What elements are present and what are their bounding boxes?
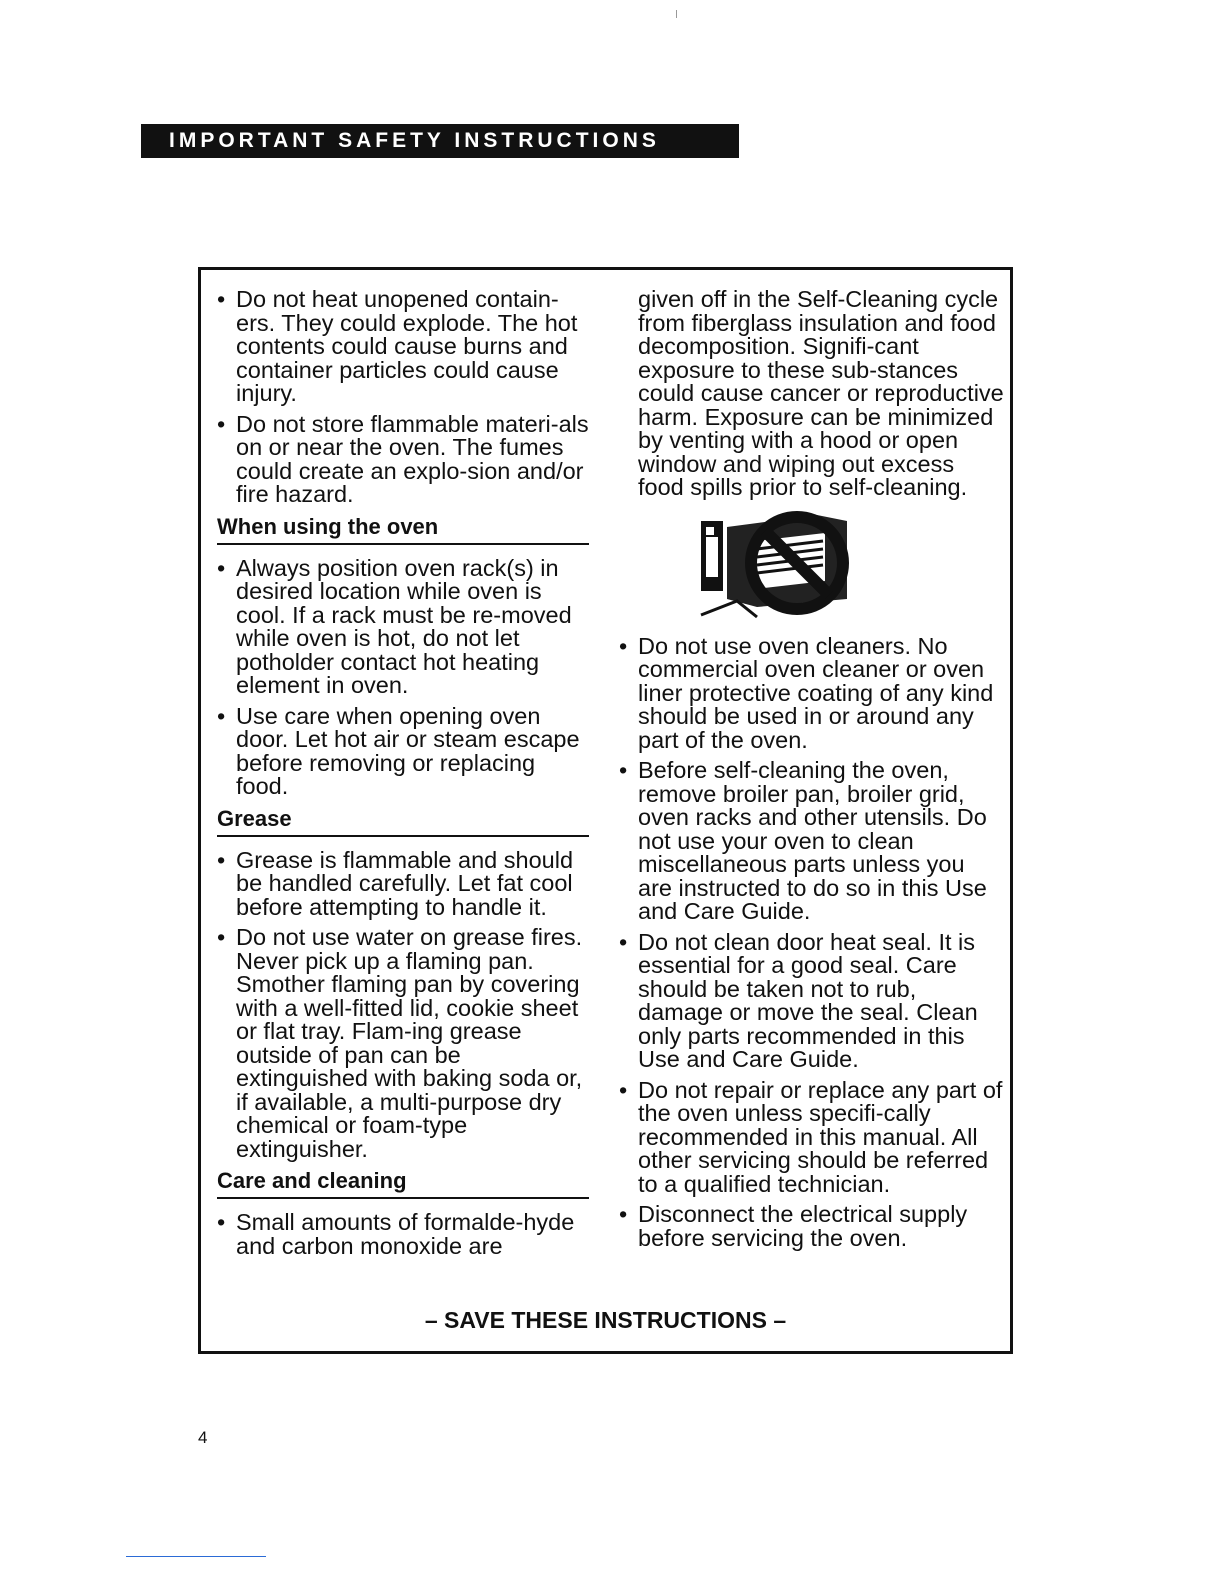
section-heading-using-oven: When using the oven (217, 514, 589, 545)
bullet-grease-flammable: • Grease is flammable and should be handled carefully. Let fat cool before attempting to handle it. (217, 849, 589, 920)
bottom-rule (126, 1556, 266, 1557)
bullet-opening-door: • Use care when opening oven door. Let hot air or steam escape before removing or replacing food. (217, 705, 589, 799)
section-heading-care-cleaning: Care and cleaning (217, 1168, 589, 1199)
right-column (619, 288, 1004, 1257)
no-oven-cleaner-icon (697, 507, 857, 625)
bullet-flammable-materials: • Do not store flammable materi-als on or near the oven. The fumes could create an explo-sion and/or fire hazard. (217, 413, 589, 507)
bullet-formaldehyde: • Small amounts of formalde-hyde and carbon monoxide are (217, 1211, 589, 1258)
page-number: 4 (198, 1428, 208, 1447)
formaldehyde-continuation: given off in the Self-Cleaning cycle from fiberglass insulation and food decomposition. Signifi-cant exposure to these sub-stances could cause cancer or reproductive harm. Exposure can be minimized by venting with a hood or open window and wiping out excess food spills prior to self-cleaning. (638, 286, 1004, 500)
bullet-before-self-cleaning: • Before self-cleaning the oven, remove broiler pan, broiler grid, oven racks and other utensils. Do not use your oven to clean miscellaneous parts unless you are instructed to do so in this Use and Care Guide. (619, 759, 1004, 924)
safety-instructions-box (198, 267, 1013, 1354)
save-instructions-footer: – SAVE THESE INSTRUCTIONS – (424, 1307, 787, 1333)
page-header-banner: IMPORTANT SAFETY INSTRUCTIONS (141, 124, 739, 158)
bullet-oven-cleaners: • Do not use oven cleaners. No commercial oven cleaner or oven liner protective coating of any kind should be used in or around any part of the oven. (619, 635, 1004, 753)
bullet-repair-replace: • Do not repair or replace any part of the oven unless specifi-cally recommended in this manual. All other servicing should be referred to a qualified technician. (619, 1079, 1004, 1197)
left-column (217, 288, 589, 1265)
bullet-disconnect-supply: • Disconnect the electrical supply before servicing the oven. (619, 1203, 1004, 1250)
bullet-grease-fires: • Do not use water on grease fires. Never pick up a flaming pan. Smother flaming pan by covering with a well-fitted lid, cookie sheet or flat tray. Flam-ing grease outside of pan can be extinguished with baking soda or, if available, a multi-purpose dry chemical or foam-type extinguisher. (217, 926, 589, 1161)
bullet-unopened-containers: • Do not heat unopened contain-ers. They could explode. The hot contents could cause burns and container particles could cause injury. (217, 288, 589, 406)
section-heading-grease: Grease (217, 806, 589, 837)
bullet-oven-racks: • Always position oven rack(s) in desired location while oven is cool. If a rack must be re-moved while oven is hot, do not let potholder contact hot heating element in oven. (217, 557, 589, 698)
scan-mark (676, 10, 677, 18)
bullet-door-heat-seal: • Do not clean door heat seal. It is essential for a good seal. Care should be taken not to rub, damage or move the seal. Clean only parts recommended in this Use and Care Guide. (619, 931, 1004, 1072)
